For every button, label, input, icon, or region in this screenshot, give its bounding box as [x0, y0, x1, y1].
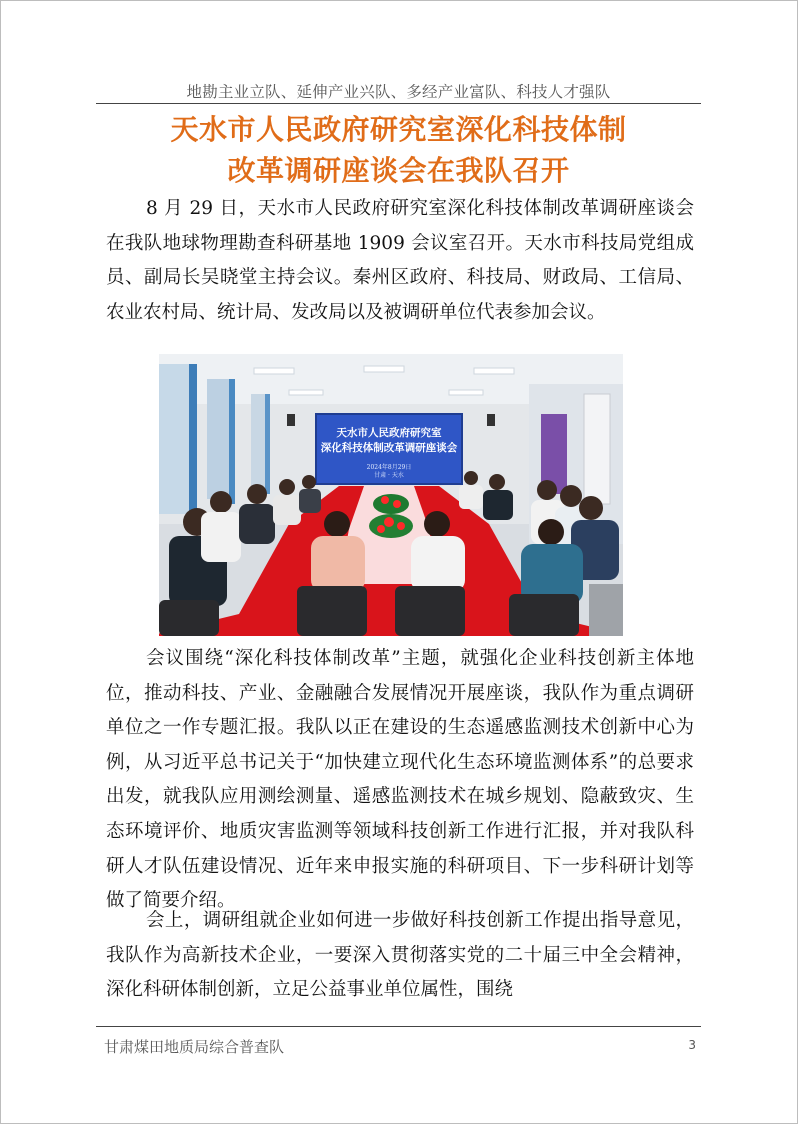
article-title-line-2: 改革调研座谈会在我队召开 — [227, 154, 570, 187]
header-slogan: 地勘主业立队、延伸产业兴队、多经产业富队、科技人才强队 — [186, 83, 611, 101]
article-title-line-1: 天水市人民政府研究室深化科技体制 — [170, 113, 627, 146]
article-paragraph-1: 8 月 29 日，天水市人民政府研究室深化科技体制改革调研座谈会在我队地球物理勘查科研基地 1909 会议室召开。天水市科技局党组成员、副局长吴晓堂主持会议。秦州区政府、科技局、财政局、工信局、农业农村局、统计局、发改局以及被调研单位代表参加会议。 — [106, 198, 694, 323]
screen-date: 2024年8月29日 — [366, 464, 412, 471]
screen-title-line-2: 深化科技体制改革调研座谈会 — [320, 442, 458, 454]
header-divider — [96, 103, 701, 104]
screen-title-line-1: 天水市人民政府研究室 — [336, 427, 442, 439]
footer-organization: 甘肃煤田地质局综合普查队 — [104, 1038, 285, 1056]
page-number: 3 — [688, 1038, 696, 1052]
meeting-photo-illustration — [159, 354, 623, 636]
article-paragraph-3: 会上，调研组就企业如何进一步做好科技创新工作提出指导意见，我队作为高新技术企业，一要深入贯彻落实党的二十届三中全会精神，深化科研体制创新，立足公益事业单位属性，围绕 — [106, 910, 694, 1001]
footer-divider — [96, 1026, 701, 1027]
meeting-photo — [159, 354, 623, 636]
article-paragraph-2: 会议围绕“深化科技体制改革”主题，就强化企业科技创新主体地位，推动科技、产业、金融融合发展情况开展座谈，我队作为重点调研单位之一作专题汇报。我队以正在建设的生态遥感监测技术创新中心为例，从习近平总书记关于“加快建立现代化生态环境监测体系”的总要求出发，就我队应用测绘测量、遥感监测技术在城乡规划、隐蔽致灾、生态环境评价、地质灾害监测等领域科技创新工作进行汇报，并对我队科研人才队伍建设情况、近年来申报实施的科研项目、下一步科研计划等做了简要介绍。 — [106, 648, 694, 912]
screen-place: 甘肃 · 天水 — [374, 472, 404, 479]
